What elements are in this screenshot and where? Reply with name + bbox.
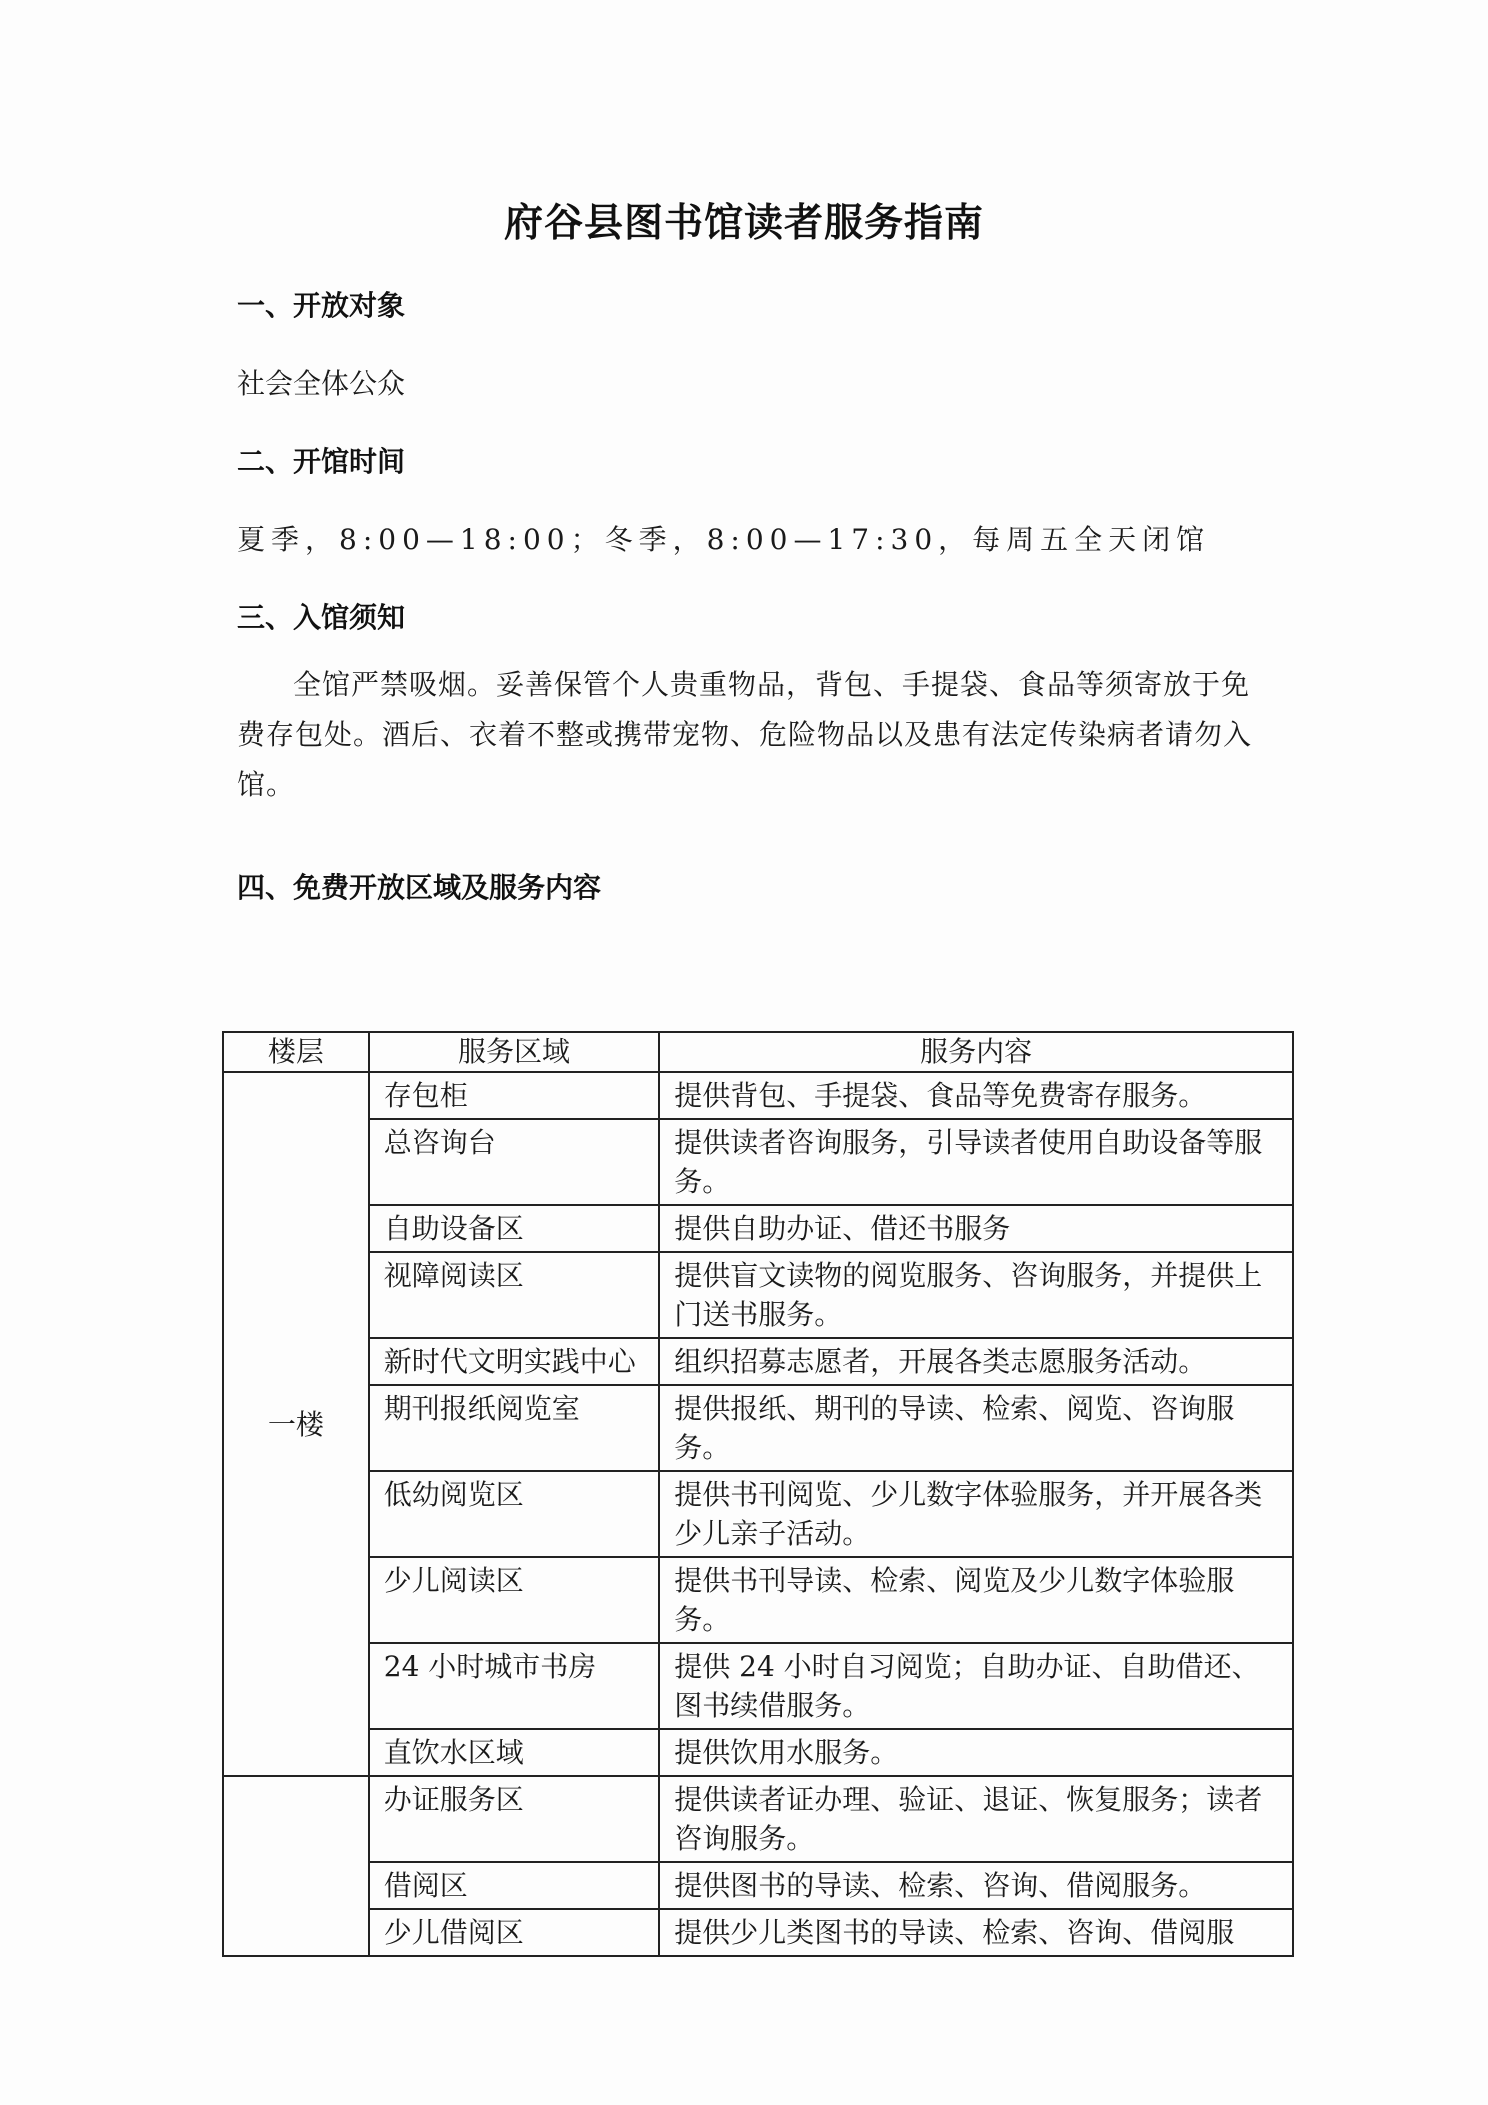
table-row xyxy=(223,1119,1293,1205)
table-row xyxy=(223,1862,1293,1909)
content-cell: 提供书刊导读、检索、阅览及少儿数字体验服务。 xyxy=(659,1557,1293,1643)
content-cell: 提供自助办证、借还书服务 xyxy=(659,1205,1293,1252)
table-row xyxy=(223,1338,1293,1385)
header-floor: 楼层 xyxy=(223,1032,369,1072)
section-heading-entry-rules: 三、入馆须知 xyxy=(237,601,406,634)
content-cell: 提供背包、手提袋、食品等免费寄存服务。 xyxy=(659,1072,1293,1119)
content-cell: 提供图书的导读、检索、咨询、借阅服务。 xyxy=(659,1862,1293,1909)
floor-cell-second xyxy=(223,1776,369,1956)
table-row xyxy=(223,1385,1293,1471)
table-row xyxy=(223,1471,1293,1557)
area-cell: 少儿阅读区 xyxy=(369,1557,659,1643)
content-cell: 提供报纸、期刊的导读、检索、阅览、咨询服务。 xyxy=(659,1385,1293,1471)
content-cell: 提供读者证办理、验证、退证、恢复服务；读者咨询服务。 xyxy=(659,1776,1293,1862)
table-header-row xyxy=(223,1032,1293,1072)
header-content: 服务内容 xyxy=(659,1032,1293,1072)
header-area: 服务区域 xyxy=(369,1032,659,1072)
table-row xyxy=(223,1776,1293,1862)
section-heading-open-audience: 一、开放对象 xyxy=(237,289,406,322)
area-cell: 自助设备区 xyxy=(369,1205,659,1252)
content-cell: 提供 24 小时自习阅览；自助办证、自助借还、图书续借服务。 xyxy=(659,1643,1293,1729)
table-row xyxy=(223,1252,1293,1338)
area-cell: 低幼阅览区 xyxy=(369,1471,659,1557)
floor-cell-first: 一楼 xyxy=(223,1072,369,1776)
table-row xyxy=(223,1205,1293,1252)
service-table xyxy=(222,1031,1294,1957)
content-cell: 组织招募志愿者，开展各类志愿服务活动。 xyxy=(659,1338,1293,1385)
table-row xyxy=(223,1729,1293,1776)
content-cell: 提供书刊阅览、少儿数字体验服务，并开展各类少儿亲子活动。 xyxy=(659,1471,1293,1557)
opening-hours-text: 夏季，8:00—18:00；冬季，8:00—17:30，每周五全天闭馆 xyxy=(237,523,1211,556)
content-cell: 提供盲文读物的阅览服务、咨询服务，并提供上门送书服务。 xyxy=(659,1252,1293,1338)
area-cell: 新时代文明实践中心 xyxy=(369,1338,659,1385)
content-cell: 提供饮用水服务。 xyxy=(659,1729,1293,1776)
area-cell: 存包柜 xyxy=(369,1072,659,1119)
area-cell: 视障阅读区 xyxy=(369,1252,659,1338)
open-audience-text: 社会全体公众 xyxy=(237,367,406,400)
page-title: 府谷县图书馆读者服务指南 xyxy=(503,201,984,246)
area-cell: 借阅区 xyxy=(369,1862,659,1909)
area-cell: 期刊报纸阅览室 xyxy=(369,1385,659,1471)
area-cell: 直饮水区域 xyxy=(369,1729,659,1776)
section-heading-free-areas: 四、免费开放区域及服务内容 xyxy=(237,871,602,904)
content-cell: 提供少儿类图书的导读、检索、咨询、借阅服 xyxy=(659,1909,1293,1956)
content-cell: 提供读者咨询服务，引导读者使用自助设备等服务。 xyxy=(659,1119,1293,1205)
table-row xyxy=(223,1072,1293,1119)
table-row xyxy=(223,1557,1293,1643)
table-row xyxy=(223,1909,1293,1956)
area-cell: 办证服务区 xyxy=(369,1776,659,1862)
section-heading-opening-hours: 二、开馆时间 xyxy=(237,445,406,478)
table-row xyxy=(223,1643,1293,1729)
area-cell: 总咨询台 xyxy=(369,1119,659,1205)
area-cell: 24 小时城市书房 xyxy=(369,1643,659,1729)
entry-rules-text: 全馆严禁吸烟。妥善保管个人贵重物品，背包、手提袋、食品等须寄放于免费存包处。酒后、衣着不整或携带宠物、危险物品以及患有法定传染病者请勿入馆。 xyxy=(237,668,1253,801)
area-cell: 少儿借阅区 xyxy=(369,1909,659,1956)
